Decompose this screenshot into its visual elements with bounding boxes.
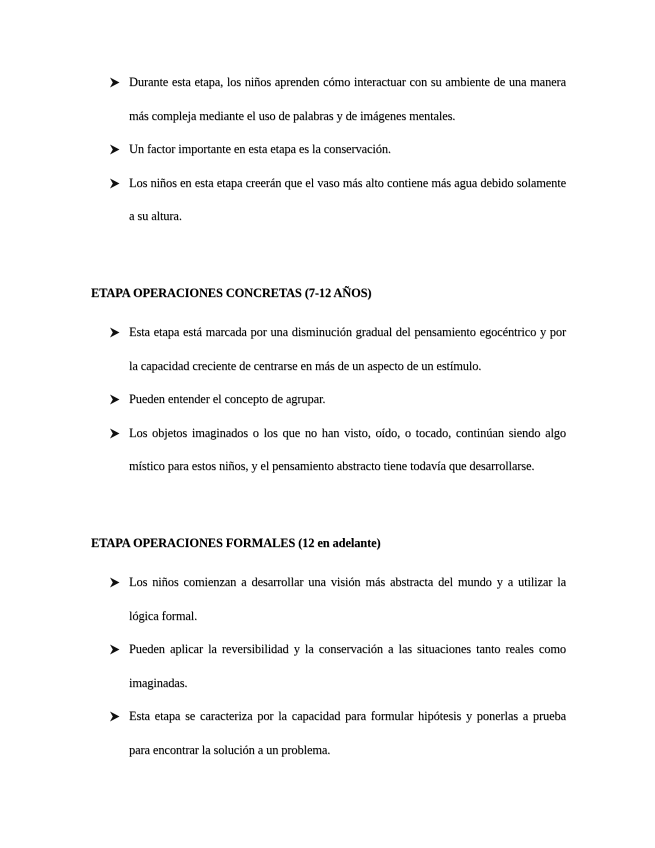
bullet-list-concrete-operations [0,316,655,484]
list-item [0,133,655,167]
arrow-bullet-icon [109,417,121,451]
list-item [0,633,655,700]
list-item [0,316,655,383]
arrow-bullet-icon [109,633,121,667]
arrow-bullet-icon [109,383,121,417]
bullet-text: Pueden aplicar la reversibilidad y la conservación a las situaciones tanto reales como imaginadas. [129,642,566,690]
bullet-text: Los niños comienzan a desarrollar una visión más abstracta del mundo y a utilizar la lógica formal. [129,575,566,623]
bullet-text: Pueden entender el concepto de agrupar. [129,392,326,406]
section-heading-concrete-operations: ETAPA OPERACIONES CONCRETAS (7-12 AÑOS) [91,286,372,300]
arrow-bullet-icon [109,167,121,201]
list-item [0,167,655,234]
bullet-text: Los objetos imaginados o los que no han visto, oído, o tocado, continúan siendo algo místico para estos niños, y el pensamiento abstracto tiene todavía que desarrollarse. [129,425,566,473]
bullet-text: Un factor importante en esta etapa es la conservación. [129,142,391,156]
list-item [0,383,655,417]
arrow-bullet-icon [109,66,121,100]
arrow-bullet-icon [109,316,121,350]
bullet-list-formal-operations [0,566,655,767]
bullet-text: Esta etapa está marcada por una disminución gradual del pensamiento egocéntrico y por la capacidad creciente de centrarse en más de un aspecto de un estímulo. [129,325,566,373]
list-item [0,566,655,633]
list-item [0,66,655,133]
list-item [0,700,655,767]
arrow-bullet-icon [109,700,121,734]
arrow-bullet-icon [109,566,121,600]
bullet-text: Los niños en esta etapa creerán que el vaso más alto contiene más agua debido solamente a su altura. [129,175,566,223]
bullet-list-preoperational [0,66,655,234]
bullet-text: Durante esta etapa, los niños aprenden cómo interactuar con su ambiente de una manera más compleja mediante el uso de palabras y de imágenes mentales. [129,75,566,123]
section-heading-formal-operations: ETAPA OPERACIONES FORMALES (12 en adelante) [91,536,381,550]
list-item [0,417,655,484]
bullet-text: Esta etapa se caracteriza por la capacidad para formular hipótesis y ponerlas a prueba para encontrar la solución a un problema. [129,709,566,757]
arrow-bullet-icon [109,133,121,167]
